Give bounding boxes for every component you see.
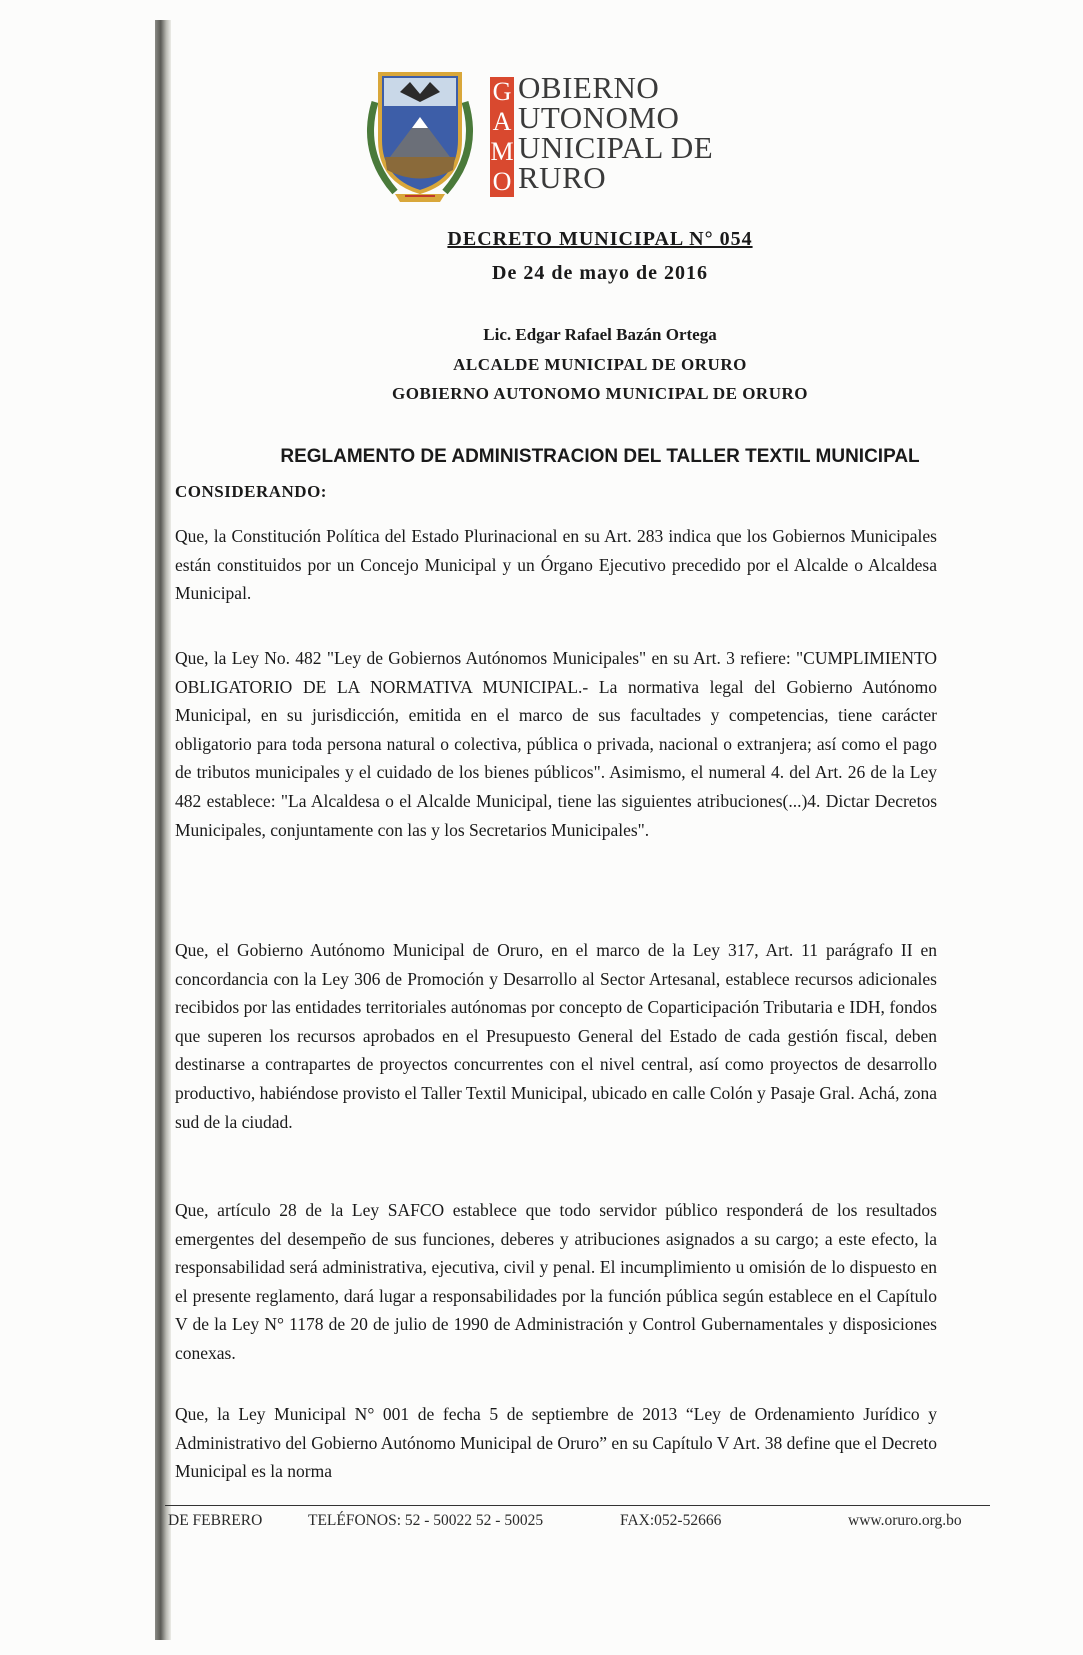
official-name: Lic. Edgar Rafael Bazán Ortega bbox=[483, 325, 717, 344]
footer-address: DE FEBRERO bbox=[168, 1512, 263, 1529]
government-name-line: UNICIPAL DE bbox=[518, 130, 714, 165]
acronym-letter: G bbox=[492, 77, 512, 106]
section-heading: CONSIDERANDO: bbox=[175, 482, 327, 501]
regulation-title: REGLAMENTO DE ADMINISTRACION DEL TALLER TEXTIL MUNICIPAL bbox=[280, 446, 920, 467]
paragraph: Que, el Gobierno Autónomo Municipal de Oruro, en el marco de la Ley 317, Art. 11 parágrafo II en concordancia con la Ley 306 de Promoción y Desarrollo al Sector Artesanal, establece recursos adicionales recibidos por las entidades territoriales autónomas por concepto de Coparticipación Tributaria e IDH, fondos que superen los recursos aprobados en el Presupuesto General del Estado de cada gestión fiscal, deben destinarse a contrapartes de proyectos concurrentes con el nivel central, así como proyectos de desarrollo productivo, habiéndose provisto el Taller Textil Municipal, ubicado en calle Colón y Pasaje Gral. Achá, zona sud de la ciudad. bbox=[175, 940, 937, 1132]
acronym-box bbox=[490, 77, 514, 197]
paragraph: Que, la Ley Municipal N° 001 de fecha 5 de septiembre de 2013 “Ley de Ordenamiento Jurídico y Administrativo del Gobierno Autónomo Municipal de Oruro” en su Capítulo V Art. 38 define que el Decreto Municipal es la norma bbox=[175, 1404, 937, 1482]
official-organization: GOBIERNO AUTONOMO MUNICIPAL DE ORURO bbox=[392, 384, 808, 403]
binding-edge bbox=[155, 20, 171, 1640]
paragraph: Que, la Ley No. 482 "Ley de Gobiernos Autónomos Municipales" en su Art. 3 refiere: "CUMPLIMIENTO OBLIGATORIO DE LA NORMATIVA MUNICIPAL.- La normativa legal del Gobierno Autónomo Municipal, en su jurisdicción, emitida en el marco de sus facultades y competencias, tiene carácter obligatorio para toda persona natural o colectiva, pública o privada, nacional o extranjera; así como el pago de tributos municipales y el cuidado de los bienes públicos". Asimismo, el numeral 4. del Art. 26 de la Ley 482 establece: "La Alcaldesa o el Alcalde Municipal, tiene las siguientes atribuciones(...)4. Dictar Decretos Municipales, conjuntamente con las y los Secretarios Municipales". bbox=[175, 648, 937, 840]
government-name bbox=[518, 70, 714, 195]
acronym-letter: M bbox=[490, 137, 514, 166]
footer-phones: TELÉFONOS: 52 - 50022 52 - 50025 bbox=[308, 1512, 544, 1529]
government-name-line: OBIERNO bbox=[518, 70, 660, 105]
footer-divider bbox=[165, 1505, 990, 1506]
acronym-letter: A bbox=[492, 107, 512, 136]
footer bbox=[168, 1512, 988, 1542]
footer-fax: FAX:052-52666 bbox=[620, 1512, 722, 1529]
government-name-line: UTONOMO bbox=[518, 100, 680, 135]
government-name-line: RURO bbox=[518, 160, 607, 195]
official-role: ALCALDE MUNICIPAL DE ORURO bbox=[453, 355, 747, 374]
municipal-letterhead bbox=[355, 62, 775, 212]
decree-title: DECRETO MUNICIPAL N° 054 bbox=[447, 228, 753, 250]
footer-website[interactable]: www.oruro.org.bo bbox=[848, 1512, 962, 1529]
acronym-letter: O bbox=[492, 167, 512, 196]
paragraph: Que, artículo 28 de la Ley SAFCO establece que todo servidor público responderá de los resultados emergentes del desempeño de sus funciones, deberes y atribuciones asignados a su cargo; a este efecto, la responsabilidad será administrativa, ejecutiva, civil y penal. El incumplimiento u omisión de lo dispuesto en el presente reglamento, dará lugar a responsabilidades por la función pública según establece en el Capítulo V de la Ley N° 1178 de 20 de julio de 1990 de Administración y Control Gubernamentales y disposiciones conexas. bbox=[175, 1200, 937, 1363]
paragraph: Que, la Constitución Política del Estado Plurinacional en su Art. 283 indica que los Gobiernos Municipales están constituidos por un Concejo Municipal y un Órgano Ejecutivo precedido por el Alcalde o Alcaldesa Municipal. bbox=[175, 526, 937, 604]
decree-date: De 24 de mayo de 2016 bbox=[492, 262, 708, 284]
municipal-crest-logo bbox=[355, 62, 485, 207]
